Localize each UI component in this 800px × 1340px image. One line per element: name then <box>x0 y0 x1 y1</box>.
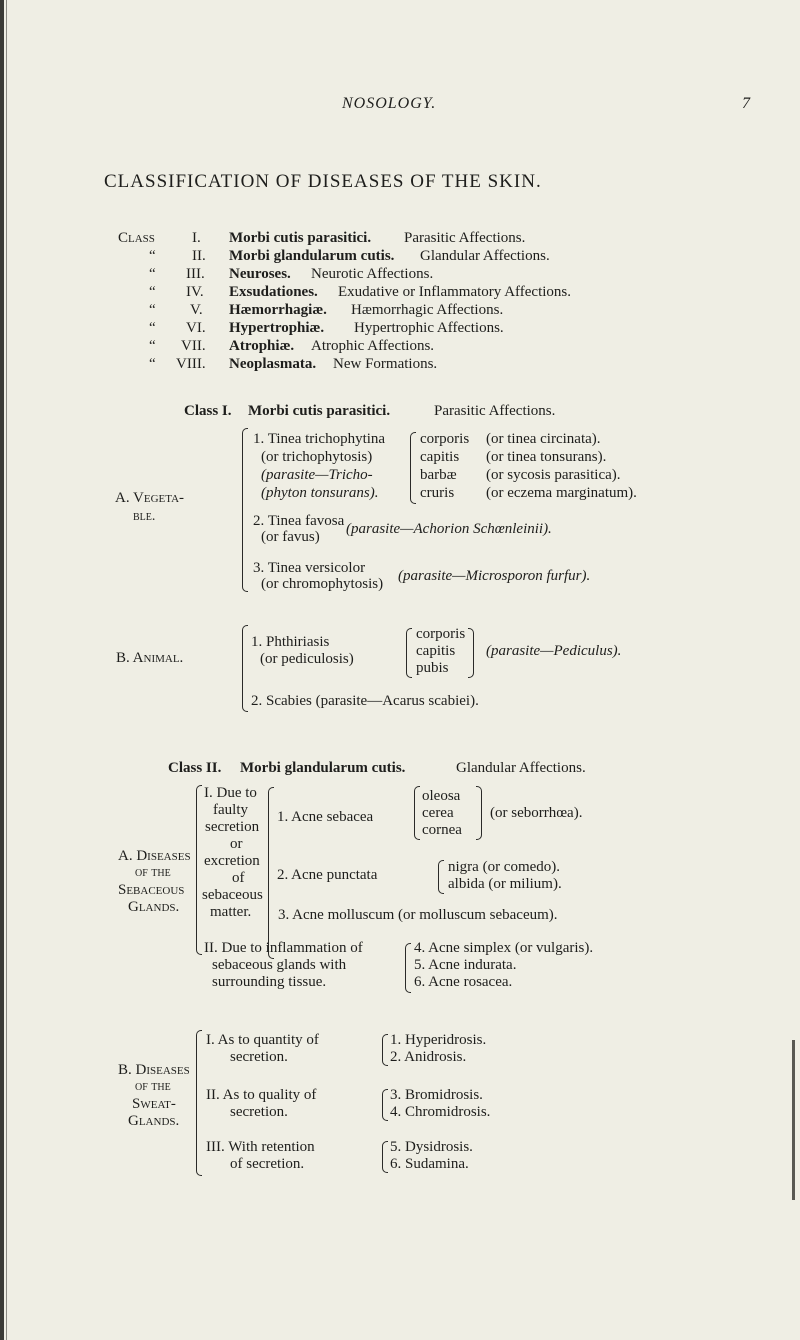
cause-faulty-secretion: faulty <box>213 802 248 818</box>
vegetable-label: ble. <box>133 509 156 524</box>
class-prefix: “ <box>149 302 156 318</box>
sebaceous-label: Sebaceous <box>118 882 185 898</box>
class-english: New Formations. <box>333 356 438 372</box>
site-cruris: cruris <box>420 485 455 501</box>
sweat-group-brace <box>382 1141 388 1173</box>
class-number: IV. <box>186 284 204 300</box>
animal-sites-brace <box>406 628 412 678</box>
sebaceous-label: of the <box>135 865 171 880</box>
class-english: Neurotic Affections. <box>311 266 434 282</box>
class-latin: Hypertrophiæ. <box>229 320 325 336</box>
tinea-versicolor-alt: (or chromophytosis) <box>261 576 384 592</box>
tinea-trichophytina: 1. Tinea trichophytina <box>253 431 386 447</box>
alt-name: (or tinea circinata). <box>486 431 601 447</box>
acne-rosacea: 6. Acne rosacea. <box>414 974 513 990</box>
acne-indurata: 5. Acne indurata. <box>414 957 517 973</box>
cause-inflammation: surrounding tissue. <box>212 974 327 990</box>
page-title: CLASSIFICATION OF DISEASES OF THE SKIN. <box>104 171 542 192</box>
sebacea-cerea: cerea <box>422 805 454 821</box>
section-heading-prefix: Class I. <box>184 403 232 419</box>
punctata-brace <box>438 860 444 894</box>
seborrhoea: (or seborrhœa). <box>490 805 583 821</box>
class-latin: Neuroses. <box>229 266 291 282</box>
sweat-cause: of secretion. <box>230 1156 305 1172</box>
tinea-versicolor: 3. Tinea versicolor <box>253 560 366 576</box>
alt-name: (or sycosis parasitica). <box>486 467 621 483</box>
vegetable-label: A. Vegeta- <box>115 490 185 506</box>
scabies: 2. Scabies (parasite—Acarus scabiei). <box>251 693 479 709</box>
sweat-label: of the <box>135 1079 171 1094</box>
animal-brace <box>242 625 248 712</box>
acne-simplex: 4. Acne simplex (or vulgaris). <box>414 940 594 956</box>
alt-name: (or tinea tonsurans). <box>486 449 607 465</box>
tinea-trichophytina-parasite: (parasite—Tricho- <box>261 467 373 483</box>
section-heading-english: Parasitic Affections. <box>434 403 556 419</box>
cause-faulty-secretion: or <box>230 836 243 852</box>
cause-faulty-secretion: I. Due to <box>204 785 257 801</box>
cause-faulty-secretion: matter. <box>210 904 252 920</box>
hyperidrosis: 1. Hyperidrosis. <box>390 1032 487 1048</box>
sweat-group-brace <box>382 1034 388 1066</box>
sebacea-cornea: cornea <box>422 822 462 838</box>
sweat-cause: secretion. <box>230 1049 288 1065</box>
sebacea-types-brace <box>414 786 420 840</box>
acne-sebacea: 1. Acne sebacea <box>277 809 374 825</box>
class-number: II. <box>192 248 206 264</box>
section-heading-english: Glandular Affections. <box>456 760 586 776</box>
phthiriasis-parasite: (parasite—Pediculus). <box>486 643 622 659</box>
tinea-favosa: 2. Tinea favosa <box>253 513 345 529</box>
phthiriasis: 1. Phthiriasis <box>251 634 330 650</box>
alt-name: (or eczema marginatum). <box>486 485 637 501</box>
class-english: Atrophic Affections. <box>311 338 435 354</box>
sites-brace <box>410 432 416 504</box>
punctata-albida: albida (or milium). <box>448 876 562 892</box>
class-number: III. <box>186 266 205 282</box>
vegetable-brace <box>242 428 248 592</box>
class-english: Parasitic Affections. <box>404 230 526 246</box>
sebaceous-label: Glands. <box>128 899 180 915</box>
site-corporis: corporis <box>416 626 466 642</box>
class-number: VI. <box>186 320 206 336</box>
tinea-trichophytina-alt: (or trichophytosis) <box>261 449 373 465</box>
binding-edge <box>0 0 4 1340</box>
sebacea-types-brace-close <box>476 786 482 840</box>
class-prefix: Class <box>118 230 155 246</box>
class-latin: Atrophiæ. <box>229 338 295 354</box>
class-number: VIII. <box>176 356 206 372</box>
animal-label: B. Animal. <box>116 650 184 666</box>
sudamina: 6. Sudamina. <box>390 1156 469 1172</box>
class-prefix: “ <box>149 338 156 354</box>
running-title: NOSOLOGY. <box>342 95 437 112</box>
inflammatory-brace <box>405 943 411 993</box>
class-number: I. <box>192 230 201 246</box>
sweat-label: Sweat- <box>132 1096 176 1112</box>
class-latin: Exsudationes. <box>229 284 318 300</box>
class-english: Hypertrophic Affections. <box>354 320 504 336</box>
class-number: V. <box>190 302 203 318</box>
sweat-label: B. Diseases <box>118 1062 190 1078</box>
class-prefix: “ <box>149 356 156 372</box>
class-english: Exudative or Inflammatory Affections. <box>338 284 571 300</box>
cause-inflammation: sebaceous glands with <box>212 957 347 973</box>
sweat-cause: II. As to quality of <box>206 1087 317 1103</box>
tinea-versicolor-parasite: (parasite—Microsporon furfur). <box>398 568 591 584</box>
bromidrosis: 3. Bromidrosis. <box>390 1087 483 1103</box>
sebaceous-label: A. Diseases <box>118 848 191 864</box>
section-heading-prefix: Class II. <box>168 760 222 776</box>
sweat-brace <box>196 1030 202 1176</box>
class-number: VII. <box>181 338 206 354</box>
acne-molluscum: 3. Acne molluscum (or molluscum sebaceum). <box>278 907 558 923</box>
cause-inflammation: II. Due to inflammation of <box>204 940 363 956</box>
sweat-label: Glands. <box>128 1113 180 1129</box>
phthiriasis-alt: (or pediculosis) <box>260 651 354 667</box>
sebaceous-brace <box>196 785 202 955</box>
cause-faulty-secretion: excretion <box>204 853 260 869</box>
class-latin: Neoplasmata. <box>229 356 317 372</box>
punctata-nigra: nigra (or comedo). <box>448 859 561 875</box>
section-heading-latin: Morbi glandularum cutis. <box>240 760 406 776</box>
class-prefix: “ <box>149 248 156 264</box>
site-barbae: barbæ <box>420 467 457 483</box>
cause-faulty-secretion: of <box>232 870 245 886</box>
sweat-cause: III. With retention <box>206 1139 315 1155</box>
acne-punctata: 2. Acne punctata <box>277 867 378 883</box>
tinea-favosa-parasite: (parasite—Achorion Schœnleinii). <box>346 521 552 537</box>
page-number: 7 <box>742 95 751 112</box>
section-heading-latin: Morbi cutis parasitici. <box>248 403 391 419</box>
class-prefix: “ <box>149 284 156 300</box>
tinea-favosa-alt: (or favus) <box>261 529 320 545</box>
binding-edge-line <box>6 0 7 1340</box>
site-capitis: capitis <box>420 449 460 465</box>
sweat-cause: secretion. <box>230 1104 288 1120</box>
sebacea-oleosa: oleosa <box>422 788 461 804</box>
anidrosis: 2. Anidrosis. <box>390 1049 467 1065</box>
cause-faulty-secretion: sebaceous <box>202 887 263 903</box>
page-edge-mark <box>792 1040 795 1200</box>
cause-faulty-secretion: secretion <box>205 819 260 835</box>
class-latin: Morbi cutis parasitici. <box>229 230 372 246</box>
class-latin: Hæmorrhagiæ. <box>229 302 327 318</box>
class-english: Hæmorrhagic Affections. <box>351 302 504 318</box>
class-latin: Morbi glandularum cutis. <box>229 248 395 264</box>
chromidrosis: 4. Chromidrosis. <box>390 1104 491 1120</box>
class-prefix: “ <box>149 320 156 336</box>
sweat-cause: I. As to quantity of <box>206 1032 319 1048</box>
class-english: Glandular Affections. <box>420 248 550 264</box>
site-capitis: capitis <box>416 643 456 659</box>
class-prefix: “ <box>149 266 156 282</box>
acne-brace <box>268 787 274 959</box>
sweat-group-brace <box>382 1089 388 1121</box>
dysidrosis: 5. Dysidrosis. <box>390 1139 473 1155</box>
site-pubis: pubis <box>416 660 449 676</box>
site-corporis: corporis <box>420 431 470 447</box>
tinea-trichophytina-parasite: (phyton tonsurans). <box>261 485 379 501</box>
animal-sites-brace-close <box>468 628 474 678</box>
